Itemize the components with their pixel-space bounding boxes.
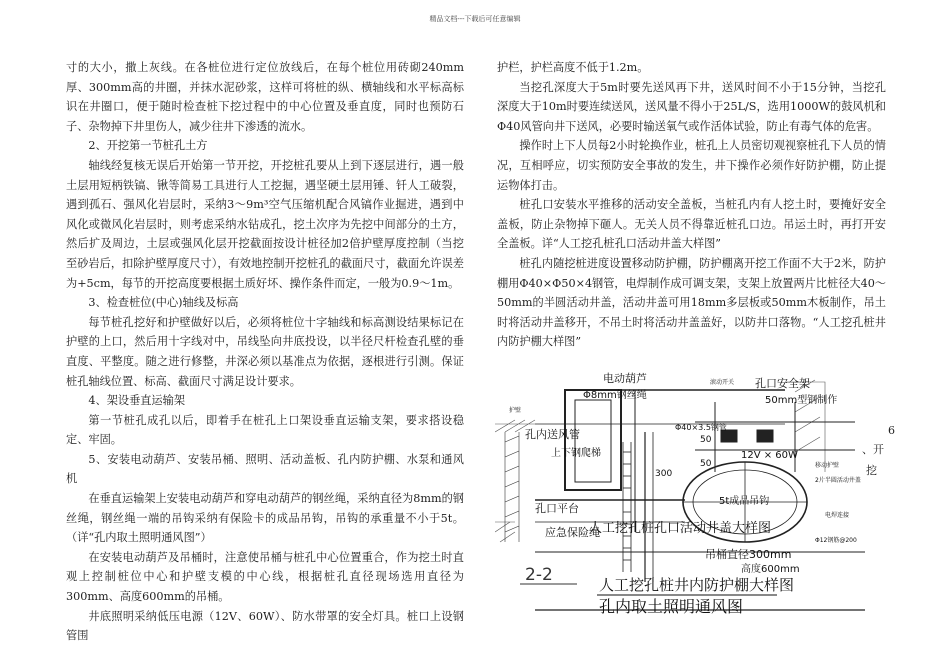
paragraph: 每节桩孔挖好和护壁做好以后，必须将桩位十字轴线和标高测设结果标记在护壁的上口，然后用十字线对中，吊线坠向井底投设，以半径尺杆检查孔壁的垂直度、平整度。随之进行修整，井深必须以基准点为依据，逐根进行引测。保证桩孔轴线位置、标高、截面尺寸满足设计要求。 [66, 315, 464, 388]
wire-rope-label: Φ8mm钢丝绳 [583, 390, 647, 401]
section-heading: 3、检查桩位(中心)轴线及标高 [88, 296, 239, 310]
ladder-label: 上下钢爬梯 [551, 448, 601, 459]
paragraph: 在安装电动葫芦及吊桶时，注意使吊桶与桩孔中心位置重合，作为挖土时直观上控制桩位中心和护壁支模的中心线，根据桩孔直径现场选用直径为300mm、高度600mm的吊桶。 [66, 550, 464, 604]
small-label: 滚动开关 [710, 379, 735, 386]
paragraph: 轴线经复核无误后开始第一节开挖，开挖桩孔要从上到下逐层进行，遇一般土层用短柄铁镐、锹等简易工具进行人工挖掘，遇坚硬土层用锤、钎人工破裂，遇到孤石、强风化岩层时，采纳3～9m³空气压缩机配合风镐作业掘进，遇到中风化或微风化岩层时，则考虑采纳水钻成孔，挖土次序为先挖中间部分的土方，然后扩及周边，土层或强风化层开挖截面按设计桩径加2倍护壁厚度控制（当挖至砂岩后，扣除护壁厚度尺寸），有效地控制开挖桩孔的截面尺寸，截面允许误差为+5cm，每节的开挖高度要根据土质好坏、操作条件而定，一般为0.9～1m。 [66, 158, 464, 290]
page-number: 6 [888, 424, 895, 437]
paragraph: 桩孔内随挖桩进度设置移动防护棚，防护棚离开挖工作面不大于2米，防护棚用Φ40×Φ50×4钢管，电焊制作成可调支架，支架上放置两片比桩径大40～50mm的半圆活动井盖，活动井盖可用18mm多层板或50mm木板制作，吊土时将活动井盖移开，不吊土时将活动井盖盖好，以防井口落物。“人工挖孔桩井内防护棚大样图” [497, 256, 886, 349]
drawing-title-main: 人工挖孔桩井内防护棚大样图 [599, 576, 795, 594]
dimension-label: 50 [700, 459, 712, 469]
page-header: 精品文档---下载后可任意编辑 [429, 15, 521, 23]
construction-drawing [495, 372, 875, 628]
paragraph: 寸的大小，撒上灰线。在各桩位进行定位放线后，在每个桩位用砖砌240mm厚、300mm高的井圈，并抹水泥砂浆，这样可将桩的纵、横轴线和水平标高标识在井圈口，便于随时检查桩下挖过程中的中心位置及垂直度，同时也预防石子、杂物掉下井里伤人，减少往井下渗透的流水。 [66, 61, 464, 133]
dimension-label: 300 [655, 469, 673, 479]
drawing-title-sub: 孔内取土照明通风图 [599, 597, 744, 616]
paragraph: 在垂直运输架上安装电动葫芦和穿电动葫芦的钢丝绳，采纳直径为8mm的钢丝绳，钢丝绳一端的吊钩采纳有保险卡的成品吊钩，吊钩的承重量不小于5t。（详“孔内取土照明通风图”） [66, 492, 464, 545]
section-mark: 2-2 [525, 565, 553, 585]
bucket-height-label: 高度600mm [741, 564, 800, 575]
paragraph: 护栏，护栏高度不低于1.2m。 [497, 61, 649, 74]
section-heading: 4、架设垂直运输架 [88, 394, 186, 408]
right-column [497, 58, 886, 352]
small-label: 电焊连接 [825, 512, 850, 519]
wall-hatch [505, 432, 519, 542]
channel-label: 50mm型钢制作 [765, 395, 838, 406]
paragraph: 操作时上下人员每2小时轮换作业，桩孔上人员密切观视察桩孔下人员的情况，互相呼应，切实预防安全事故的发生，井下操作必须作好防护棚，防止提运物体打击。 [497, 139, 886, 192]
small-label: 护壁 [509, 407, 522, 414]
platform-label: 孔口平台 [535, 502, 579, 515]
hook-label: 5t成品吊钩 [719, 496, 770, 507]
rope-label: 应急保险绳 [545, 526, 600, 539]
paragraph: 井底照明采纳低压电源（12V、60W）、防水带罩的安全灯具。桩口上设钢管围 [66, 609, 464, 643]
left-column [66, 58, 464, 646]
hoist-label: 电动葫芦 [603, 372, 647, 385]
air-pipe-label: 孔内送风管 [525, 428, 580, 441]
overflow-text: 、开 [862, 443, 884, 456]
dimension-label: 50 [700, 435, 712, 445]
pipe-spec-label: Φ40×3.5钢管 [675, 423, 727, 432]
paragraph: 第一节桩孔成孔以后，即着手在桩孔上口架设垂直运输支架，要求搭设稳定、牢固。 [66, 413, 464, 447]
safety-frame-label: 孔口安全架 [755, 377, 810, 390]
bucket-label: 吊桶直径300mm [705, 548, 792, 561]
paragraph: 当挖孔深度大于5m时要先送风再下井，送风时间不小于15分钟，当挖孔深度大于10m时要连续送风，送风量不得小于25L/S，选用1000W的鼓风机和Φ40风管向井下送风，必要时输送氧气或作活体试验，防止有毒气体的危害。 [497, 80, 886, 133]
small-label: 2片半圆活动井盖 [815, 477, 861, 484]
lamp-label: 12V × 60W [741, 450, 798, 461]
section-heading: 2、开挖第一节桩孔土方 [88, 139, 208, 153]
section-heading: 5、安装电动葫芦、安装吊桶、照明、活动盖板、孔内防护棚、水泵和通风机 [66, 452, 464, 486]
small-label: 移动护壁 [815, 462, 840, 469]
overflow-text: 挖 [866, 464, 877, 477]
drawing-title-overlap: 人工挖孔桩孔口活动井盖大样图 [589, 521, 772, 536]
small-label: Φ12钢筋@200 [815, 537, 857, 544]
paragraph: 桩孔口安装水平推移的活动安全盖板，当桩孔内有人挖土时，要掩好安全盖板，防止杂物掉下砸人。无关人员不得靠近桩孔口边。吊运土时，再打开安全盖板。详“人工挖孔桩孔口活动井盖大样图” [497, 198, 886, 251]
bucket-outline [575, 400, 611, 482]
